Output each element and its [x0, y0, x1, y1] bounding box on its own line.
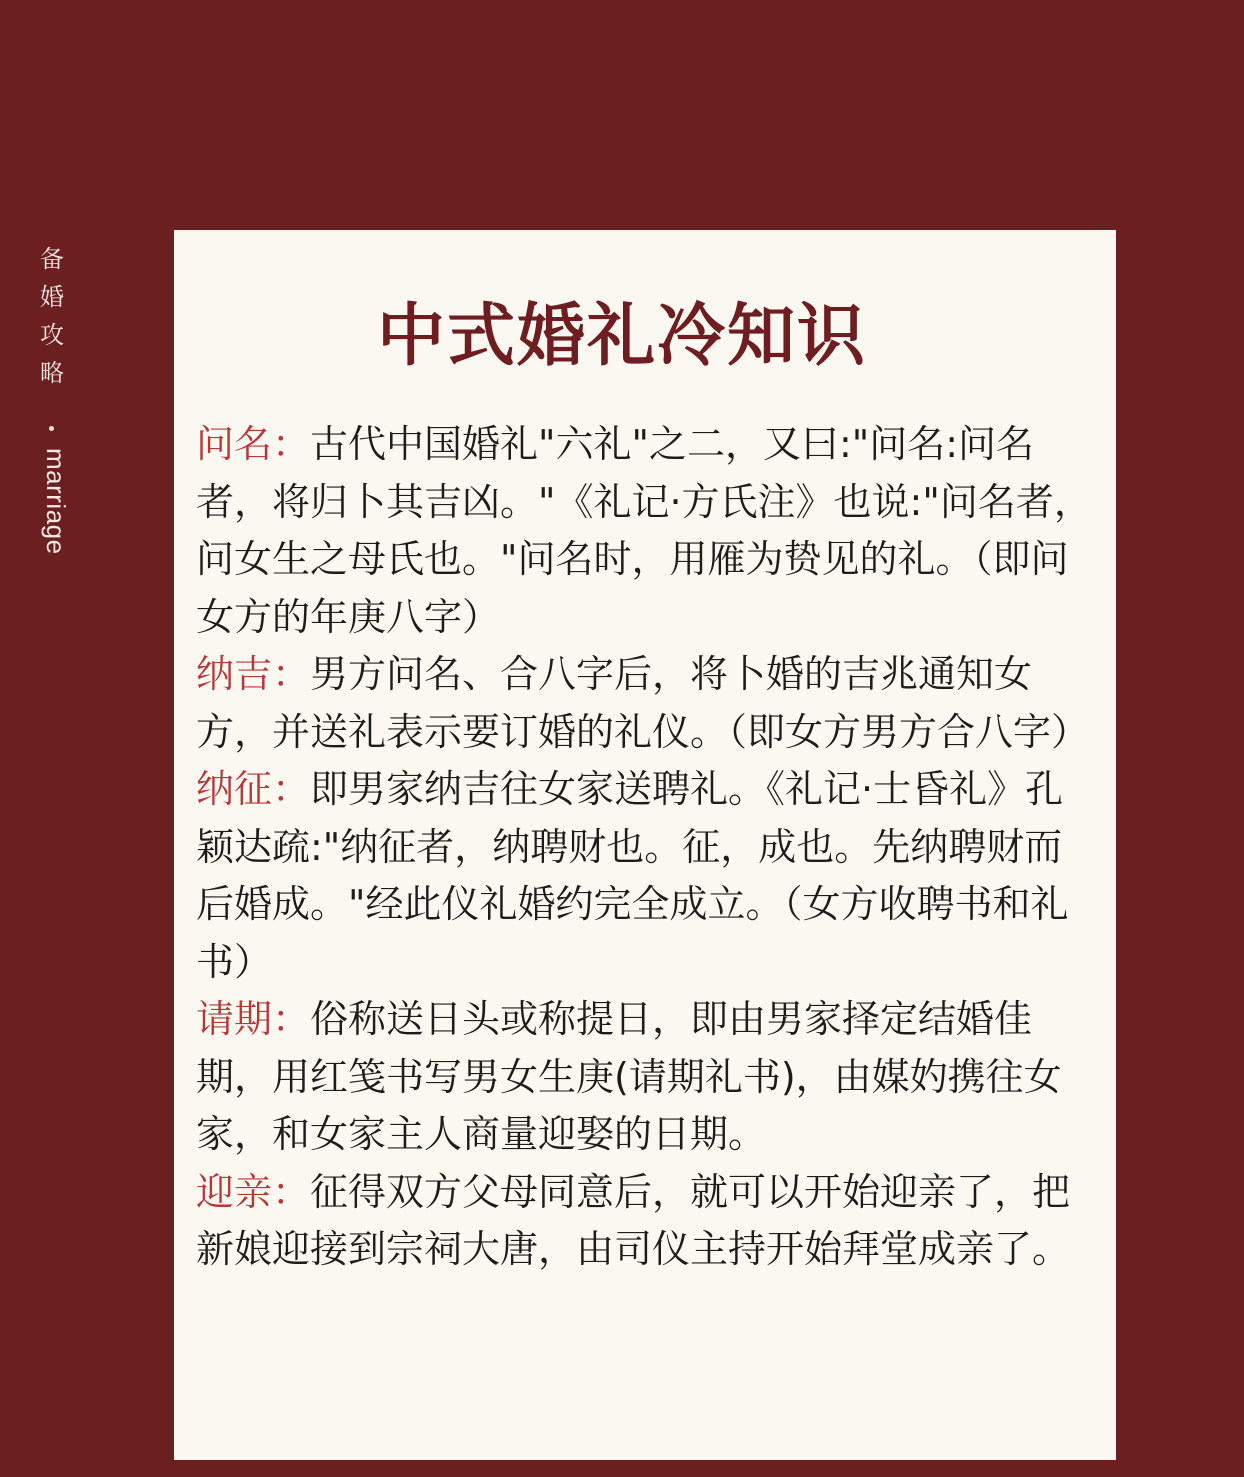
entry-qingqi: [196, 991, 1096, 1164]
entry-wenming: [196, 416, 1096, 646]
entries-list: [196, 416, 1096, 1279]
entry-naji: [196, 646, 1096, 761]
entry-nazheng: [196, 761, 1096, 991]
entry-term: 请期：: [196, 997, 311, 1041]
entry-term: 纳吉：: [196, 652, 311, 696]
entry-text: 俗称送日头或称提日，即由男家择定结婚佳期，用红笺书写男女生庚(请期礼书)，由媒妁携往女家，和女家主人商量迎娶的日期。: [196, 997, 1062, 1156]
entry-text: 古代中国婚礼"六礼"之二，又曰:"问名:问名者，将归卜其吉凶。"《礼记·方氏注》也说:"问名者，问女生之母氏也。"问名时，用雁为贽见的礼。（即问女方的年庚八字）: [196, 422, 1092, 639]
entry-text: 男方问名、合八字后，将卜婚的吉兆通知女方，并送礼表示要订婚的礼仪。（即女方男方合八字）: [196, 652, 1090, 754]
entry-term: 迎亲：: [196, 1169, 311, 1214]
page-title: 中式婚礼冷知识: [376, 297, 867, 376]
sidebar-en-label: marriage: [41, 448, 71, 555]
entry-text: 征得双方父母同意后，就可以开始迎亲了，把新娘迎接到宗祠大唐，由司仪主持开始拜堂成亲了。: [196, 1169, 1071, 1271]
sidebar-cn-char: 攻: [40, 321, 64, 349]
entry-term: 纳征：: [196, 767, 311, 811]
dot-divider: [49, 426, 54, 431]
sidebar-cn-char: 备: [40, 245, 64, 273]
sidebar-cn-char: 略: [40, 359, 64, 387]
sidebar-cn-char: 婚: [40, 283, 64, 311]
entry-yingqin: [196, 1164, 1096, 1279]
entry-term: 问名：: [196, 422, 311, 466]
entry-text: 即男家纳吉往女家送聘礼。《礼记·士昏礼》孔颖达疏:"纳征者，纳聘财也。征，成也。先纳聘财而后婚成。"经此仪礼婚约完全成立。（女方收聘书和礼书）: [196, 767, 1069, 984]
